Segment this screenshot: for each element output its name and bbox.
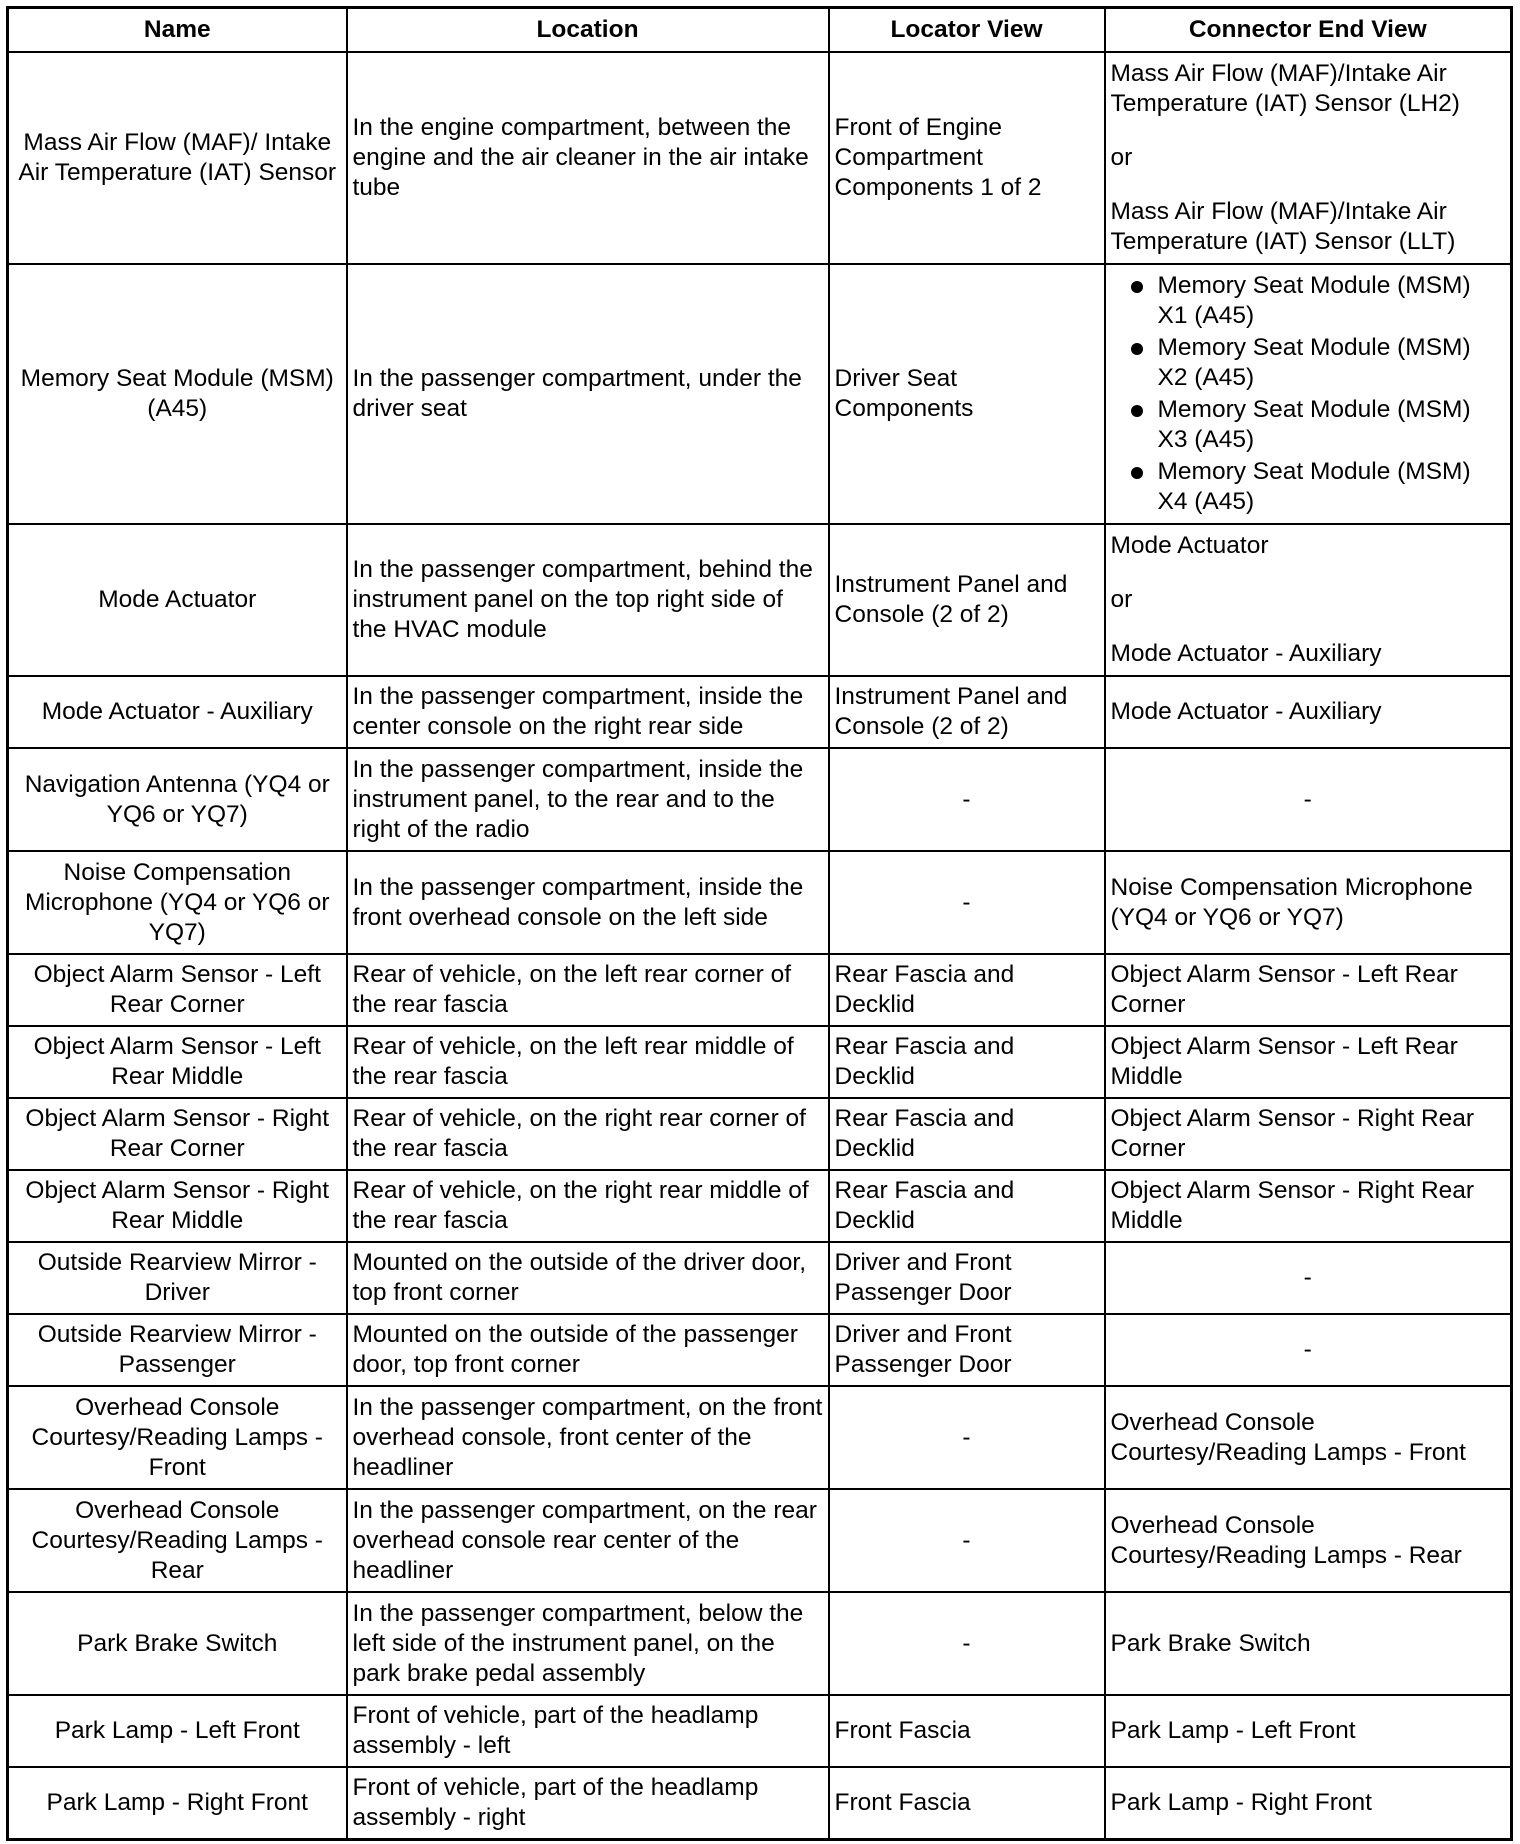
cell-location: In the passenger compartment, on the rear overhead console rear center of the headliner [347, 1489, 829, 1592]
cell-locator-view[interactable]: Instrument Panel and Console (2 of 2) [829, 676, 1105, 748]
cell-location: Mounted on the outside of the driver door, top front corner [347, 1242, 829, 1314]
table-row [8, 1098, 1512, 1170]
header-connector-end-view: Connector End View [1105, 8, 1512, 53]
cell-locator-view[interactable]: Rear Fascia and Decklid [829, 954, 1105, 1026]
cell-connector-end-view[interactable]: Object Alarm Sensor - Left Rear Middle [1105, 1026, 1512, 1098]
cell-name: Mode Actuator [8, 524, 347, 676]
cell-connector-end-view: - [1105, 748, 1512, 851]
table-row [8, 1592, 1512, 1695]
component-locator-table [6, 6, 1513, 1841]
table-row [8, 748, 1512, 851]
connector-link[interactable]: Mode Actuator [1110, 532, 1269, 559]
cell-locator-view[interactable]: Driver and Front Passenger Door [829, 1242, 1105, 1314]
cell-location: Mounted on the outside of the passenger door, top front corner [347, 1314, 829, 1386]
header-row [8, 8, 1512, 53]
cell-connector-end-view [1105, 524, 1512, 676]
cell-connector-end-view[interactable]: Object Alarm Sensor - Right Rear Middle [1105, 1170, 1512, 1242]
header-locator-view: Locator View [829, 8, 1105, 53]
cell-location: In the passenger compartment, below the left side of the instrument panel, on the park brake pedal assembly [347, 1592, 829, 1695]
cell-location: Rear of vehicle, on the right rear middle of the rear fascia [347, 1170, 829, 1242]
connector-link[interactable]: Mass Air Flow (MAF)/Intake Air Temperature (IAT) Sensor (LH2) [1110, 60, 1460, 117]
cell-connector-end-view [1105, 52, 1512, 264]
connector-link[interactable]: Mode Actuator - Auxiliary [1110, 640, 1382, 667]
cell-name: Memory Seat Module (MSM) (A45) [8, 264, 347, 524]
cell-connector-end-view [1105, 264, 1512, 524]
table-row [8, 264, 1512, 524]
table-row [8, 52, 1512, 264]
cell-connector-end-view[interactable]: Overhead Console Courtesy/Reading Lamps - Front [1105, 1386, 1512, 1489]
list-item[interactable]: Memory Seat Module (MSM) X1 (A45) [1111, 271, 1506, 331]
cell-name: Object Alarm Sensor - Right Rear Corner [8, 1098, 347, 1170]
cell-name: Overhead Console Courtesy/Reading Lamps - Front [8, 1386, 347, 1489]
cell-connector-end-view[interactable]: Object Alarm Sensor - Right Rear Corner [1105, 1098, 1512, 1170]
connector-or: or [1110, 144, 1133, 171]
cell-location: In the passenger compartment, inside the center console on the right rear side [347, 676, 829, 748]
cell-connector-end-view: - [1105, 1314, 1512, 1386]
cell-locator-view[interactable]: Driver and Front Passenger Door [829, 1314, 1105, 1386]
cell-location: Rear of vehicle, on the right rear corner of the rear fascia [347, 1098, 829, 1170]
cell-name: Navigation Antenna (YQ4 or YQ6 or YQ7) [8, 748, 347, 851]
cell-locator-view: - [829, 851, 1105, 954]
table-row [8, 1242, 1512, 1314]
cell-location: In the passenger compartment, inside the front overhead console on the left side [347, 851, 829, 954]
list-item[interactable]: Memory Seat Module (MSM) X3 (A45) [1111, 395, 1506, 455]
cell-connector-end-view: - [1105, 1242, 1512, 1314]
cell-locator-view: - [829, 1592, 1105, 1695]
cell-locator-view[interactable]: Rear Fascia and Decklid [829, 1026, 1105, 1098]
table-row [8, 851, 1512, 954]
connector-link[interactable]: Mass Air Flow (MAF)/Intake Air Temperature (IAT) Sensor (LLT) [1110, 198, 1456, 255]
table-row [8, 524, 1512, 676]
cell-connector-end-view[interactable]: Park Lamp - Right Front [1105, 1767, 1512, 1839]
table-row [8, 1695, 1512, 1767]
cell-locator-view: - [829, 1489, 1105, 1592]
cell-location: Rear of vehicle, on the left rear corner of the rear fascia [347, 954, 829, 1026]
cell-name: Mass Air Flow (MAF)/ Intake Air Temperature (IAT) Sensor [8, 52, 347, 264]
table-row [8, 1386, 1512, 1489]
table-row [8, 1489, 1512, 1592]
header-location: Location [347, 8, 829, 53]
table-row [8, 1026, 1512, 1098]
cell-location: Rear of vehicle, on the left rear middle of the rear fascia [347, 1026, 829, 1098]
cell-name: Noise Compensation Microphone (YQ4 or YQ6 or YQ7) [8, 851, 347, 954]
table-row [8, 676, 1512, 748]
cell-connector-end-view[interactable]: Noise Compensation Microphone (YQ4 or YQ6 or YQ7) [1105, 851, 1512, 954]
cell-connector-end-view[interactable]: Park Brake Switch [1105, 1592, 1512, 1695]
cell-location: In the passenger compartment, behind the instrument panel on the top right side of the HVAC module [347, 524, 829, 676]
bullet-dot-icon [1131, 467, 1143, 479]
cell-name: Park Lamp - Right Front [8, 1767, 347, 1839]
table-row [8, 1170, 1512, 1242]
bullet-dot-icon [1131, 281, 1143, 293]
cell-location: In the passenger compartment, inside the instrument panel, to the rear and to the right of the radio [347, 748, 829, 851]
cell-name: Overhead Console Courtesy/Reading Lamps - Rear [8, 1489, 347, 1592]
cell-name: Object Alarm Sensor - Right Rear Middle [8, 1170, 347, 1242]
cell-locator-view[interactable]: Instrument Panel and Console (2 of 2) [829, 524, 1105, 676]
table-row [8, 1767, 1512, 1839]
cell-locator-view[interactable]: Front of Engine Compartment Components 1 of 2 [829, 52, 1105, 264]
cell-location: Front of vehicle, part of the headlamp assembly - left [347, 1695, 829, 1767]
cell-name: Outside Rearview Mirror - Passenger [8, 1314, 347, 1386]
cell-connector-end-view[interactable]: Object Alarm Sensor - Left Rear Corner [1105, 954, 1512, 1026]
cell-location: Front of vehicle, part of the headlamp assembly - right [347, 1767, 829, 1839]
bullet-dot-icon [1131, 405, 1143, 417]
cell-connector-end-view[interactable]: Overhead Console Courtesy/Reading Lamps - Rear [1105, 1489, 1512, 1592]
cell-location: In the engine compartment, between the engine and the air cleaner in the air intake tube [347, 52, 829, 264]
header-name: Name [8, 8, 347, 53]
cell-locator-view[interactable]: Front Fascia [829, 1767, 1105, 1839]
cell-locator-view: - [829, 748, 1105, 851]
cell-name: Park Brake Switch [8, 1592, 347, 1695]
cell-locator-view[interactable]: Front Fascia [829, 1695, 1105, 1767]
list-item[interactable]: Memory Seat Module (MSM) X2 (A45) [1111, 333, 1506, 393]
cell-location: In the passenger compartment, on the front overhead console, front center of the headliner [347, 1386, 829, 1489]
cell-name: Mode Actuator - Auxiliary [8, 676, 347, 748]
list-item[interactable]: Memory Seat Module (MSM) X4 (A45) [1111, 457, 1506, 517]
cell-name: Park Lamp - Left Front [8, 1695, 347, 1767]
bullet-dot-icon [1131, 343, 1143, 355]
cell-locator-view: - [829, 1386, 1105, 1489]
cell-locator-view[interactable]: Rear Fascia and Decklid [829, 1170, 1105, 1242]
cell-locator-view[interactable]: Driver Seat Components [829, 264, 1105, 524]
table-row [8, 1314, 1512, 1386]
cell-connector-end-view[interactable]: Mode Actuator - Auxiliary [1105, 676, 1512, 748]
table-row [8, 954, 1512, 1026]
cell-name: Object Alarm Sensor - Left Rear Corner [8, 954, 347, 1026]
cell-name: Object Alarm Sensor - Left Rear Middle [8, 1026, 347, 1098]
cell-locator-view[interactable]: Rear Fascia and Decklid [829, 1098, 1105, 1170]
connector-or: or [1110, 586, 1133, 613]
cell-name: Outside Rearview Mirror - Driver [8, 1242, 347, 1314]
cell-connector-end-view[interactable]: Park Lamp - Left Front [1105, 1695, 1512, 1767]
connector-bullet-list [1111, 271, 1506, 517]
cell-location: In the passenger compartment, under the driver seat [347, 264, 829, 524]
